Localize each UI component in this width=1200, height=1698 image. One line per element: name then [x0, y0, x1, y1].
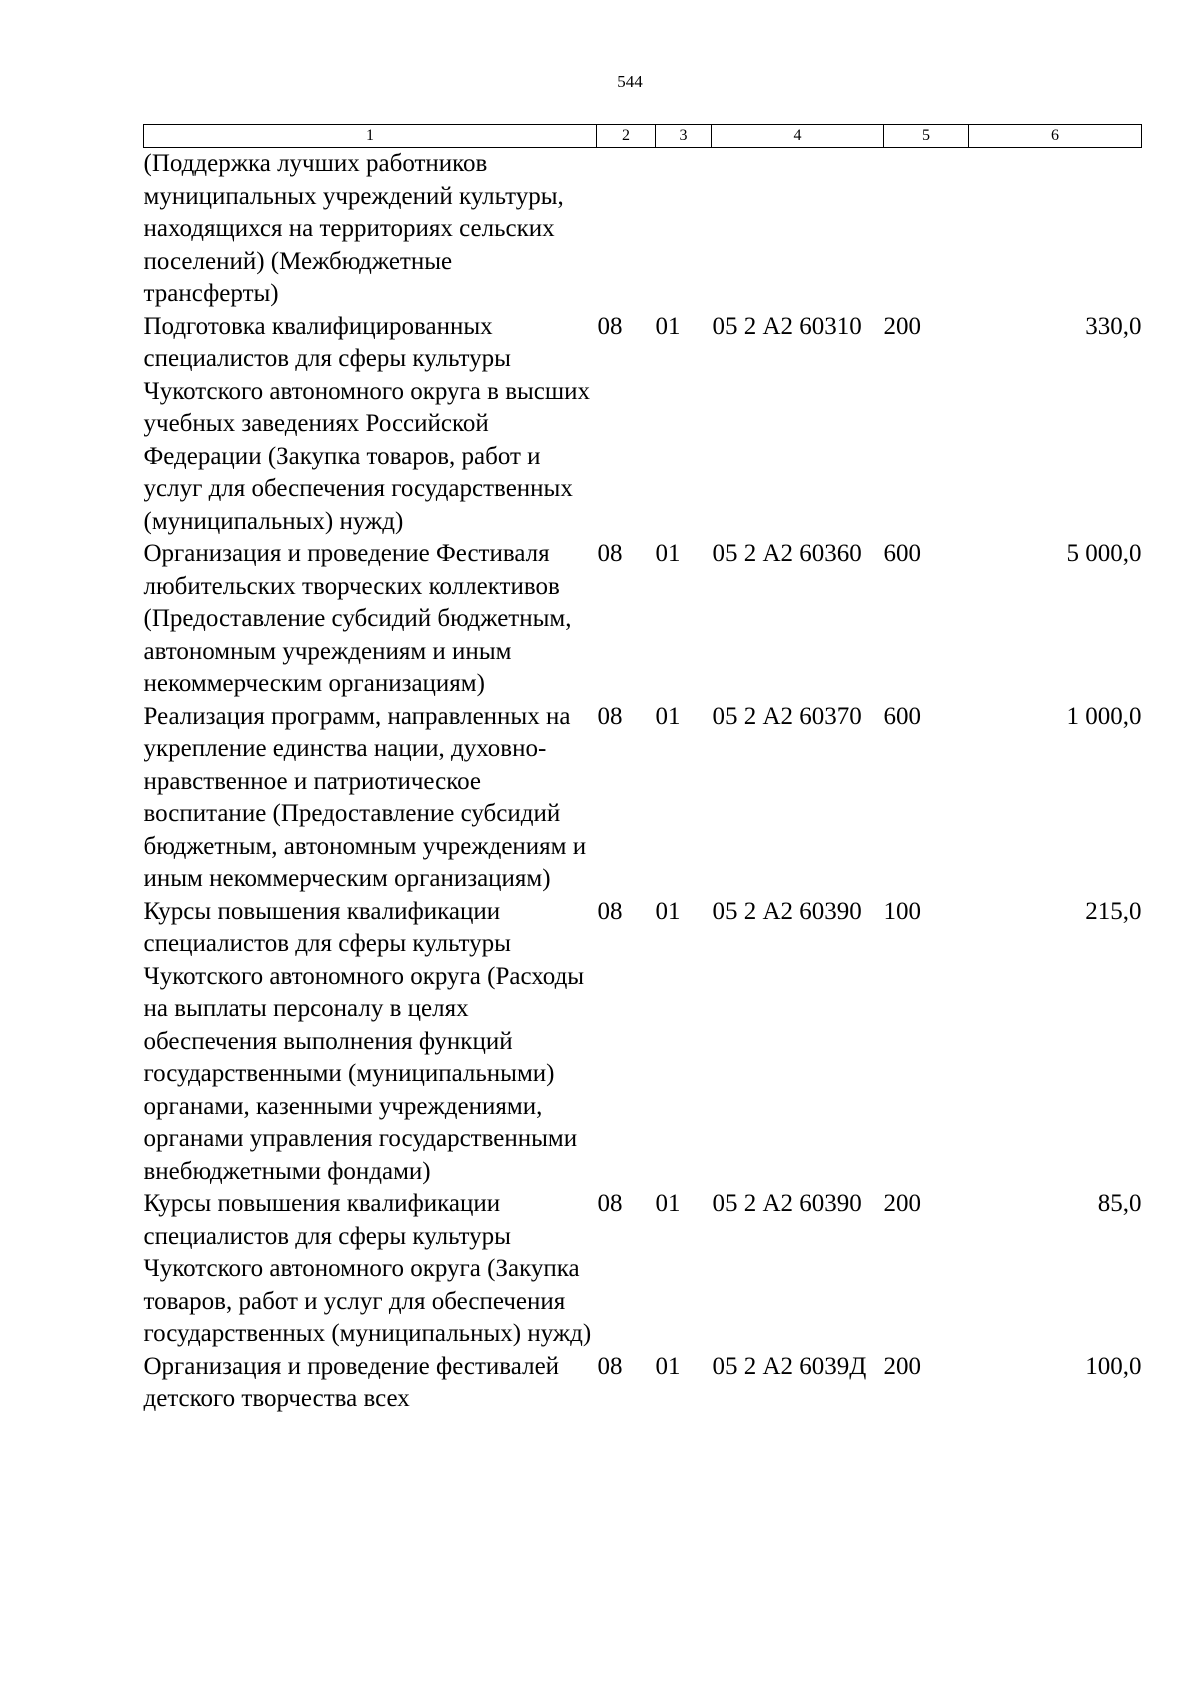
row-target-code: 05 2 А2 60310 [712, 312, 862, 340]
row-section: 08 [597, 312, 623, 340]
row-name: Курсы повышения квалификации специалистов для сферы культуры Чукотского автономного округа (Закупка товаров, работ и услуг для обеспечения государственных (муниципальных) нужд) [143, 1190, 592, 1347]
row-expense-type: 200 [883, 312, 921, 340]
row-section: 08 [597, 702, 623, 730]
row-section: 08 [597, 540, 623, 567]
table-row [144, 896, 1142, 1189]
header-col-2: 2 [597, 125, 656, 148]
header-col-3: 3 [656, 125, 712, 148]
row-section: 08 [597, 1352, 623, 1380]
row-subsection: 01 [655, 897, 681, 925]
row-name: Курсы повышения квалификации специалистов для сферы культуры Чукотского автономного округа (Расходы на выплаты персоналу в целях обеспечения выполнения функций государственными (муниципальными) органами, казенными учреждениями, органами управления государственными внебюджетными фондами) [143, 897, 585, 1185]
table-row [144, 311, 1142, 539]
table-row [144, 701, 1142, 896]
row-section: 08 [597, 1190, 623, 1217]
row-target-code [712, 148, 884, 311]
row-subsection: 01 [655, 702, 681, 730]
page-number: 544 [617, 72, 643, 91]
row-section: 08 [597, 897, 623, 925]
row-amount: 1 000,0 [1066, 702, 1142, 730]
row-amount: 85,0 [1097, 1190, 1142, 1217]
row-expense-type [884, 148, 969, 311]
row-subsection: 01 [655, 1190, 681, 1217]
row-amount: 100,0 [1085, 1352, 1142, 1380]
header-col-4: 4 [712, 125, 884, 148]
row-name: Подготовка квалифицированных специалистов для сферы культуры Чукотского автономного округа в высших учебных заведениях Российской Федерации (Закупка товаров, работ и услуг для обеспечения государственных (муниципальных) нужд) [143, 312, 591, 535]
row-subsection [656, 148, 712, 311]
row-amount: 330,0 [1085, 312, 1142, 340]
row-name: Организация и проведение Фестиваля любительских творческих коллективов (Предоставление субсидий бюджетным, автономным учреждениям и иным некоммерческим организациям) [143, 540, 572, 697]
header-col-1: 1 [144, 125, 597, 148]
header-col-5: 5 [884, 125, 969, 148]
row-section [597, 148, 656, 311]
table-row [144, 538, 1142, 701]
row-target-code: 05 2 А2 6039Д [712, 1352, 867, 1380]
header-col-6: 6 [969, 125, 1142, 148]
row-expense-type: 200 [883, 1352, 921, 1380]
row-subsection: 01 [655, 540, 681, 567]
row-target-code: 05 2 А2 60370 [712, 702, 862, 730]
row-name: Реализация программ, направленных на укрепление единства нации, духовно-нравственное и патриотическое воспитание (Предоставление субсидий бюджетным, автономным учреждениям и иным некоммерческим организациям) [143, 702, 587, 892]
table-row [144, 1188, 1142, 1351]
row-name: (Поддержка лучших работников муниципальных учреждений культуры, находящихся на территориях сельских поселений) (Межбюджетные трансферты) [143, 150, 564, 307]
table-row [144, 148, 1142, 311]
row-expense-type: 200 [883, 1190, 921, 1217]
row-amount: 215,0 [1085, 897, 1142, 925]
row-amount [969, 148, 1142, 311]
budget-table [143, 124, 1142, 1416]
row-expense-type: 100 [883, 897, 921, 925]
row-amount: 5 000,0 [1066, 540, 1142, 567]
row-target-code: 05 2 А2 60360 [712, 540, 862, 567]
row-target-code: 05 2 А2 60390 [712, 897, 862, 925]
row-name: Организация и проведение фестивалей детского творчества всех [143, 1352, 560, 1412]
row-expense-type: 600 [883, 540, 921, 567]
column-number-header [144, 125, 1142, 148]
row-expense-type: 600 [883, 702, 921, 730]
row-target-code: 05 2 А2 60390 [712, 1190, 862, 1217]
row-subsection: 01 [655, 1352, 681, 1380]
table-row [144, 1351, 1142, 1416]
row-subsection: 01 [655, 312, 681, 340]
